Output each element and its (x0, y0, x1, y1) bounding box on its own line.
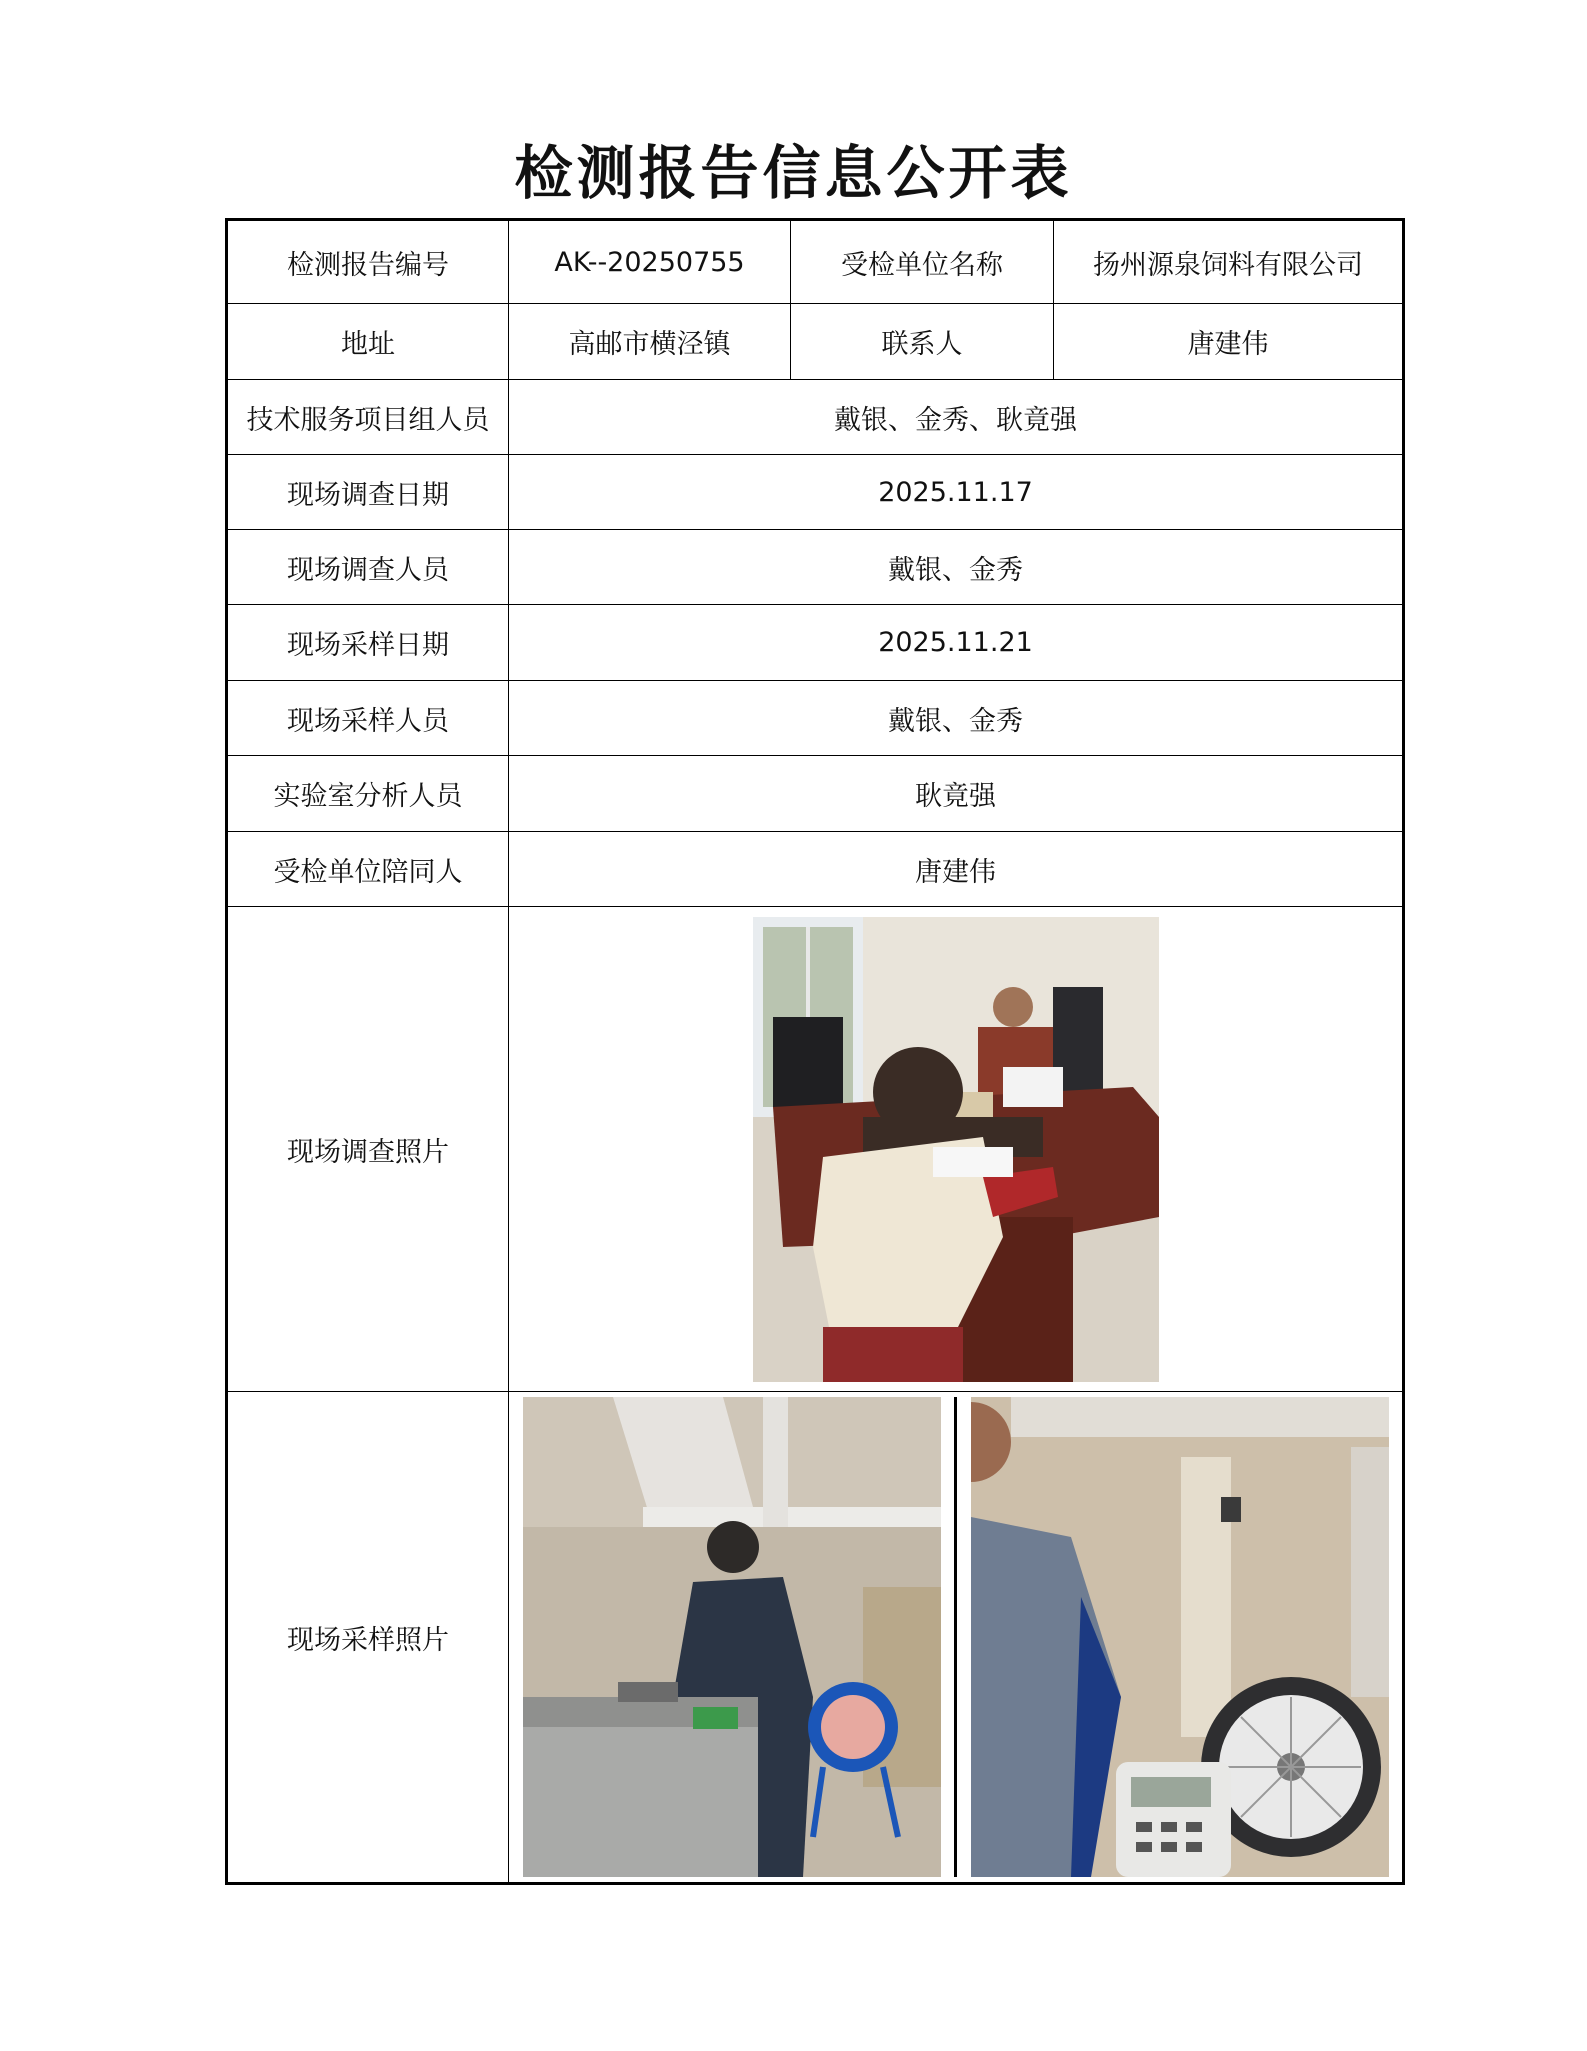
sampling-staff-value: 戴银、金秀 (509, 681, 1404, 756)
table-row (227, 455, 1404, 530)
survey-photo-label: 现场调查照片 (227, 907, 509, 1392)
contact-value: 唐建伟 (1054, 304, 1404, 380)
address-value: 高邮市横泾镇 (509, 304, 791, 380)
sampling-photos (509, 1397, 1402, 1877)
sampling-staff-label: 现场采样人员 (227, 681, 509, 756)
report-no-label: 检测报告编号 (227, 220, 509, 304)
sampling-photo-right-frame (954, 1397, 1402, 1877)
report-no-value: AK--20250755 (509, 220, 791, 304)
unit-name-value: 扬州源泉饲料有限公司 (1054, 220, 1404, 304)
lab-label: 实验室分析人员 (227, 756, 509, 832)
team-label: 技术服务项目组人员 (227, 380, 509, 455)
escort-label: 受检单位陪同人 (227, 832, 509, 907)
survey-photo-cell (509, 907, 1404, 1392)
table-row (227, 756, 1404, 832)
table-row (227, 1392, 1404, 1884)
sampling-photo-left (523, 1397, 941, 1877)
unit-name-label: 受检单位名称 (791, 220, 1054, 304)
table-row (227, 605, 1404, 681)
table-row (227, 380, 1404, 455)
lab-value: 耿竟强 (509, 756, 1404, 832)
table-row (227, 681, 1404, 756)
escort-value: 唐建伟 (509, 832, 1404, 907)
sampling-photos-cell (509, 1392, 1404, 1884)
sampling-photo-label: 现场采样照片 (227, 1392, 509, 1884)
sampling-date-value: 2025.11.21 (509, 605, 1404, 681)
table-row (227, 220, 1404, 304)
sampling-photo-right (971, 1397, 1389, 1877)
survey-staff-value: 戴银、金秀 (509, 530, 1404, 605)
survey-staff-label: 现场调查人员 (227, 530, 509, 605)
team-value: 戴银、金秀、耿竟强 (509, 380, 1404, 455)
survey-date-label: 现场调查日期 (227, 455, 509, 530)
table-row (227, 832, 1404, 907)
report-info-table (225, 218, 1405, 1885)
contact-label: 联系人 (791, 304, 1054, 380)
table-row (227, 907, 1404, 1392)
table-row (227, 530, 1404, 605)
address-label: 地址 (227, 304, 509, 380)
sampling-date-label: 现场采样日期 (227, 605, 509, 681)
sampling-photo-left-frame (509, 1397, 954, 1877)
survey-photo (753, 917, 1159, 1382)
document-title: 检测报告信息公开表 (514, 139, 1073, 207)
table-row (227, 304, 1404, 380)
survey-date-value: 2025.11.17 (509, 455, 1404, 530)
